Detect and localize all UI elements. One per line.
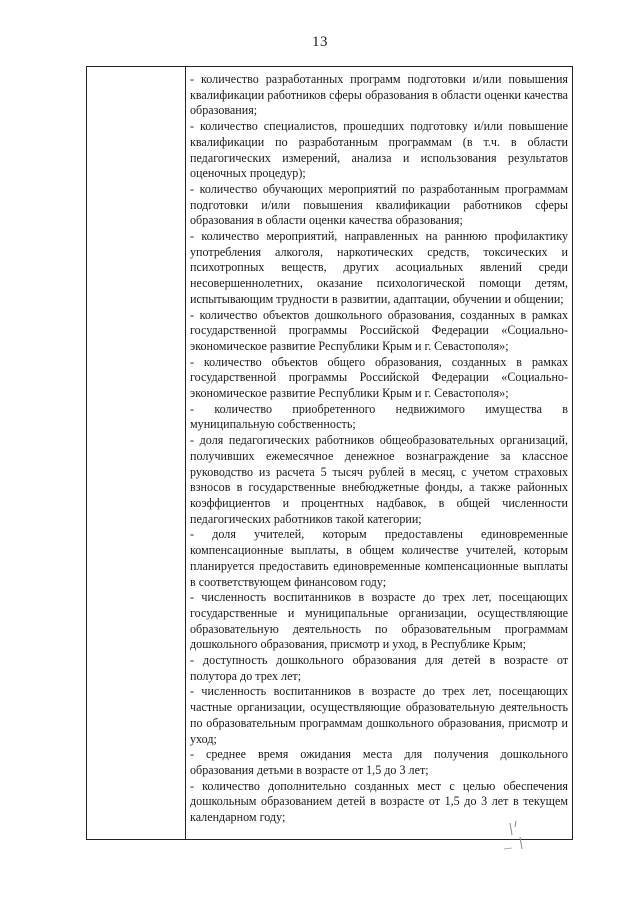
list-item: - численность воспитанников в возрасте до трех лет, посещающих частные организации, осуществляющие образовательную деятельность по образовательным программам дошкольного образования, присмотр и уход; (190, 684, 568, 746)
list-item: - количество обучающих мероприятий по разработанным программам подготовки и/или повышения квалификации работников сферы образования в области оценки качества образования; (190, 181, 568, 228)
list-item: - количество мероприятий, направленных на раннюю профилактику употребления алкоголя, наркотических средств, токсических и психотропных веществ, других асоциальных явлений среди несовершеннолетних, оказание психологической помощи детям, испытывающим трудности в развитии, адаптации, обучении и общении; (190, 229, 568, 306)
list-item: - количество объектов дошкольного образования, созданных в рамках государственной программы Российской Федерации «Социально-экономическое развитие Республики Крым и г. Севастополя»; (190, 307, 568, 353)
list-item: - доступность дошкольного образования для детей в возрасте от полутора до трех лет; (190, 653, 568, 683)
page-number: 13 (312, 34, 328, 50)
list-item: - количество разработанных программ подготовки и/или повышения квалификации работников сферы образования в области оценки качества образования; (190, 72, 568, 118)
list-item: - доля педагогических работников общеобразовательных организаций, получивших ежемесячное денежное вознаграждение за классное руководство из расчета 5 тысяч рублей в месяц, с учетом страховых взносов в государственные внебюджетные фонды, а также районных коэффициентов и процентных надбавок, в общей численности педагогических работников такой категории; (190, 433, 568, 526)
list-item: - численность воспитанников в возрасте до трех лет, посещающих государственные и муниципальные организации, осуществляющие образовательную деятельность по образовательным программам дошкольного образования, присмотр и уход, в Республике Крым; (190, 590, 568, 652)
list-item: - среднее время ожидания места для получения дошкольного образования детьми в возрасте от 1,5 до 3 лет; (190, 747, 568, 777)
table-right-cell (186, 67, 572, 839)
indicator-table (86, 66, 573, 840)
list-item: - количество дополнительно созданных мест с целью обеспечения дошкольным образованием детей в возрасте от 1,5 до 3 лет в текущем календарном году; (190, 778, 568, 825)
list-item: - количество специалистов, прошедших подготовку и/или повышение квалификации по разработанным программам (в т.ч. в области педагогических измерений, анализа и использования результатов оценочных процедур); (190, 119, 568, 181)
list-item: - доля учителей, которым предоставлены единовременные компенсационные выплаты, в общем количестве учителей, которым планируется предоставить единовременные компенсационные выплаты в соответствующем финансовом году; (190, 527, 568, 589)
table-left-cell (87, 67, 186, 839)
list-item: - количество приобретенного недвижимого имущества в муниципальную собственность; (190, 401, 568, 432)
list-item: - количество объектов общего образования, созданных в рамках государственной программы Российской Федерации «Социально-экономическое развитие Республики Крым и г. Севастополя»; (190, 354, 568, 401)
handwritten-mark (500, 815, 540, 855)
